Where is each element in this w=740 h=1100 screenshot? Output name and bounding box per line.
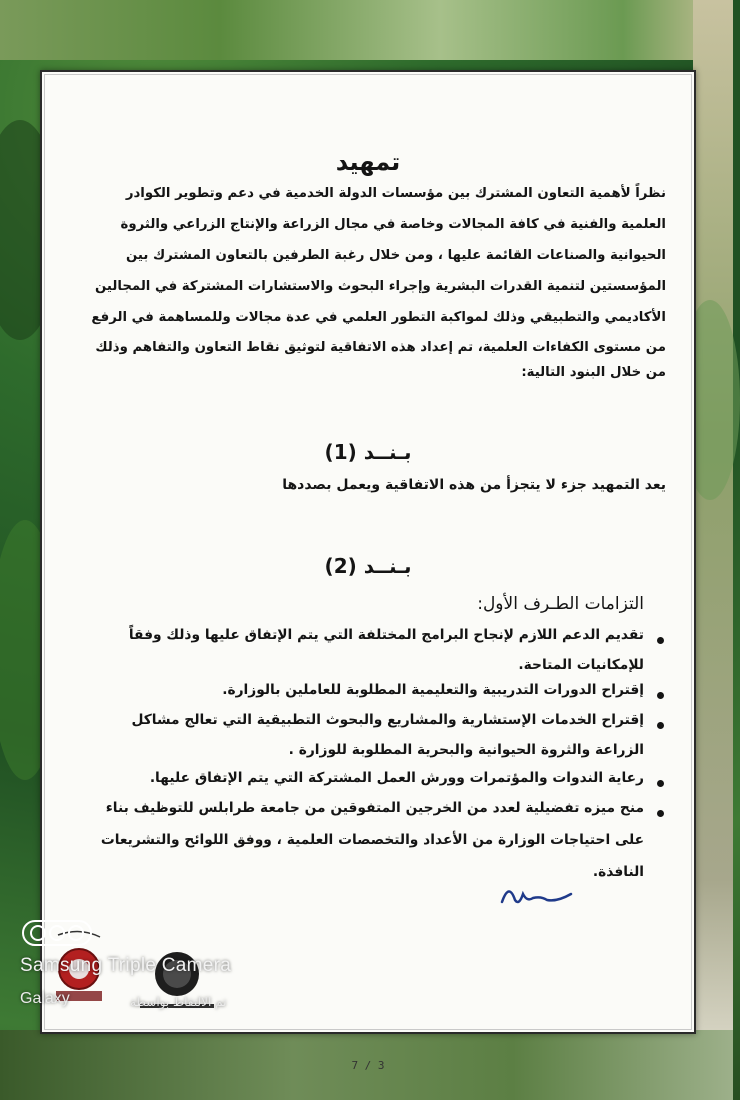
first-party-obligations-heading: التزامات الطـرف الأول: (477, 594, 644, 614)
obligation-item: رعاية الندوات والمؤتمرات وورش العمل المشتركة التي يتم الإتفاق عليها. (149, 770, 644, 786)
photo-background-top (0, 0, 733, 60)
camera-watermark-model: Galaxy (20, 990, 70, 1007)
obligation-item-continued: للإمكانيات المتاحة. (518, 657, 644, 673)
page-number: 7 / 3 (351, 1059, 385, 1072)
obligation-item-continued: الزراعة والثروة الحيوانية والبحرية المطلوبة للوزارة . (288, 742, 644, 758)
intro-line: نظراً لأهمية التعاون المشترك بين مؤسسات الدولة الخدمية في دعم وتطوير الكوادر (125, 186, 666, 201)
obligation-item: تقديم الدعم اللازم لإنجاح البرامج المختلفة التي يتم الإتفاق عليها وذلك وفقاً (128, 627, 644, 643)
obligation-item-continued: النافذة. (592, 864, 644, 880)
bullet-icon (657, 722, 664, 729)
intro-line: الأكاديمي والتطبيقي وذلك لمواكبة التطور العلمي في عدة مجالات وللمساهمة في الرفع (91, 310, 666, 325)
intro-line: من خلال البنود التالية: (521, 365, 666, 380)
camera-watermark: Samsung Triple Camera (20, 955, 232, 976)
intro-line: المؤسستين لتنمية القدرات البشرية وإجراء البحوث والاستشارات المشتركة في المجالين (94, 279, 666, 294)
bullet-icon (657, 637, 664, 644)
bullet-icon (657, 810, 664, 817)
clause-1-text: يعد التمهيد جزء لا يتجزأ من هذه الاتفاقية ويعمل بصددها (282, 477, 666, 493)
intro-line: العلمية والفنية في كافة المجالات وخاصة في مجال الزراعة والإنتاج الزراعي والثروة (120, 217, 666, 232)
intro-line: الحيوانية والصناعات القائمة عليها ، ومن خلال رغبة الطرفين بالتعاون المشترك بين (125, 248, 666, 263)
bullet-icon (657, 692, 664, 699)
clause-1-title: بـنــد (1) (324, 440, 412, 464)
camera-watermark-caption: تم الالتقاط بواسطة (130, 995, 227, 1009)
bullet-icon (657, 780, 664, 787)
photo-background-right (693, 0, 733, 1100)
clause-2-title: بـنــد (2) (324, 554, 412, 578)
camera-lens-icon (22, 920, 92, 946)
obligation-item-continued: على احتياجات الوزارة من الأعداد والتخصصات العلمية ، ووفق اللوائح والتشريعات (100, 832, 644, 848)
intro-line: من مستوى الكفاءات العلمية، تم إعداد هذه الاتفاقية لتوثيق نقاط التعاون والتفاهم وذلك (95, 340, 666, 355)
signature-mark (497, 872, 577, 912)
document-title: تمهيد (335, 148, 401, 176)
document-page (40, 70, 696, 1072)
obligation-item: إقتراح الدورات التدريبية والتعليمية المطلوبة للعاملين بالوزارة. (222, 682, 644, 698)
obligation-item: منح ميزه تفضيلية لعدد من الخرجين المتفوقين من جامعة طرابلس للتوظيف بناء (105, 800, 644, 816)
ministry-stamp (132, 942, 222, 1022)
obligation-item: إقتراح الخدمات الإستشارية والمشاريع والبحوث التطبيقية التي تعالج مشاكل (131, 712, 644, 728)
